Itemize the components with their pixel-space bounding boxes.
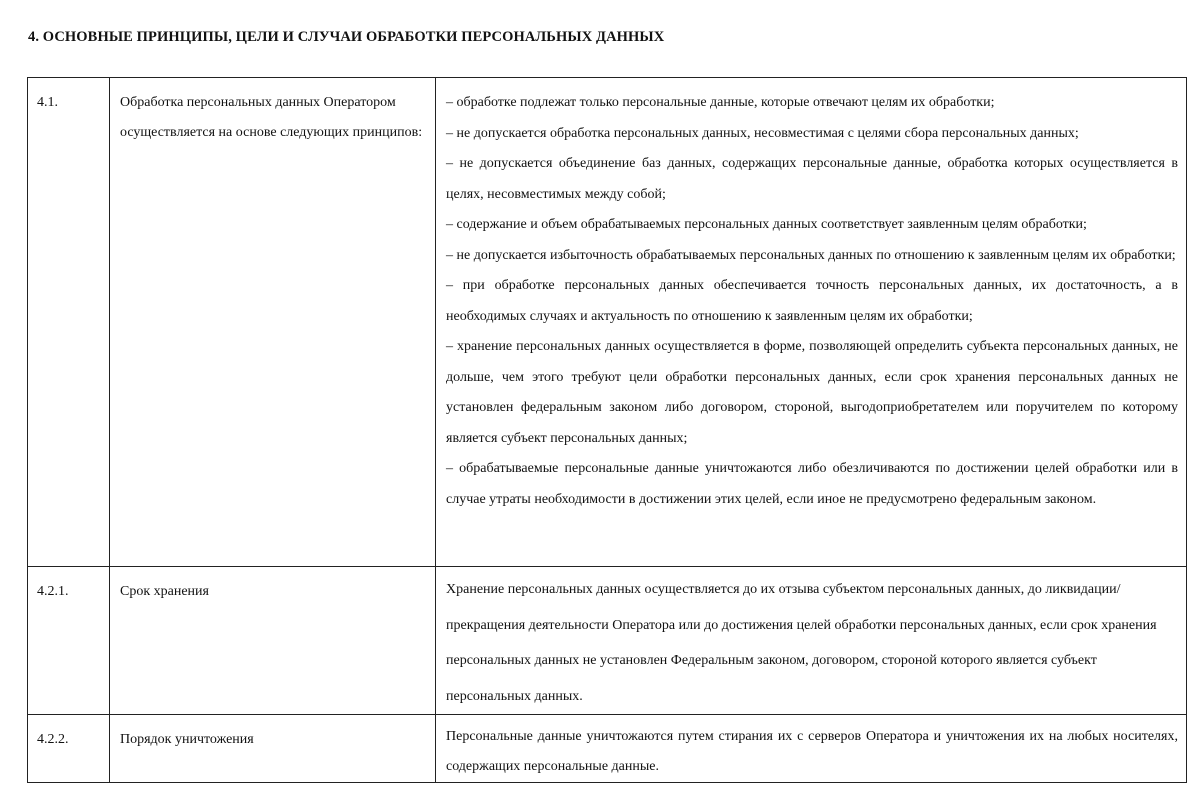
cell-text — [436, 567, 1187, 715]
list-item: – обрабатываемые персональные данные уничтожаются либо обезличиваются по достижении целей обработки или в случае утраты необходимости в достижении этих целей, если иное не предусмотрено федеральным законом. — [446, 461, 1178, 507]
cell-text — [436, 78, 1187, 567]
cell-label — [110, 78, 436, 567]
row-text: Персональные данные уничтожаются путем стирания их с серверов Оператора и уничтожения их на любых носителях, содержащих персональные данные. — [446, 729, 1178, 774]
list-item: – не допускается объединение баз данных, содержащих персональные данные, обработка которых осуществляется в целях, несовместимых между собой; — [446, 156, 1178, 202]
list-item: – содержание и объем обрабатываемых персональных данных соответствует заявленным целям обработки; — [446, 217, 1087, 232]
table-row — [28, 78, 1187, 567]
cell-label — [110, 715, 436, 783]
principles-list — [436, 78, 1186, 515]
cell-number — [28, 567, 110, 715]
row-label: Порядок уничтожения — [120, 732, 254, 747]
row-number: 4.1. — [37, 95, 58, 110]
cell-number — [28, 715, 110, 783]
row-number: 4.2.1. — [37, 584, 69, 599]
row-text: Хранение персональных данных осуществляется до их отзыва субъектом персональных данных, до ликвидации/прекращения деятельности Оператора или до достижения целей обработки персональных данных, если срок хранения персональных данных не установлен Федеральным законом, договором, стороной которого является субъект персональных данных. — [446, 582, 1157, 704]
list-item: – обработке подлежат только персональные данные, которые отвечают целям их обработки; — [446, 95, 995, 110]
principles-table — [27, 77, 1187, 783]
cell-text — [436, 715, 1187, 783]
list-item: – не допускается обработка персональных данных, несовместимая с целями сбора персональных данных; — [446, 125, 1079, 141]
cell-number — [28, 78, 110, 567]
row-label: Срок хранения — [120, 584, 209, 599]
table-row — [28, 567, 1187, 715]
row-label: Обработка персональных данных Оператором осуществляется на основе следующих принципов: — [120, 95, 423, 140]
row-number: 4.2.2. — [37, 732, 69, 747]
list-item: – при обработке персональных данных обеспечивается точность персональных данных, их достаточность, а в необходимых случаях и актуальность по отношению к заявленным целям их обработки; — [446, 278, 1178, 324]
table-row — [28, 715, 1187, 783]
section-heading: 4. ОСНОВНЫЕ ПРИНЦИПЫ, ЦЕЛИ И СЛУЧАИ ОБРАБОТКИ ПЕРСОНАЛЬНЫХ ДАННЫХ — [28, 29, 665, 45]
list-item: – хранение персональных данных осуществляется в форме, позволяющей определить субъекта персональных данных, не дольше, чем этого требуют цели обработки персональных данных, если срок хранения персональных данных не установлен федеральным законом либо договором, стороной, выгодоприобретателем или поручителем по которому является субъект персональных данных; — [446, 339, 1178, 446]
list-item: – не допускается избыточность обрабатываемых персональных данных по отношению к заявленным целям их обработки; — [446, 247, 1176, 263]
cell-label — [110, 567, 436, 715]
